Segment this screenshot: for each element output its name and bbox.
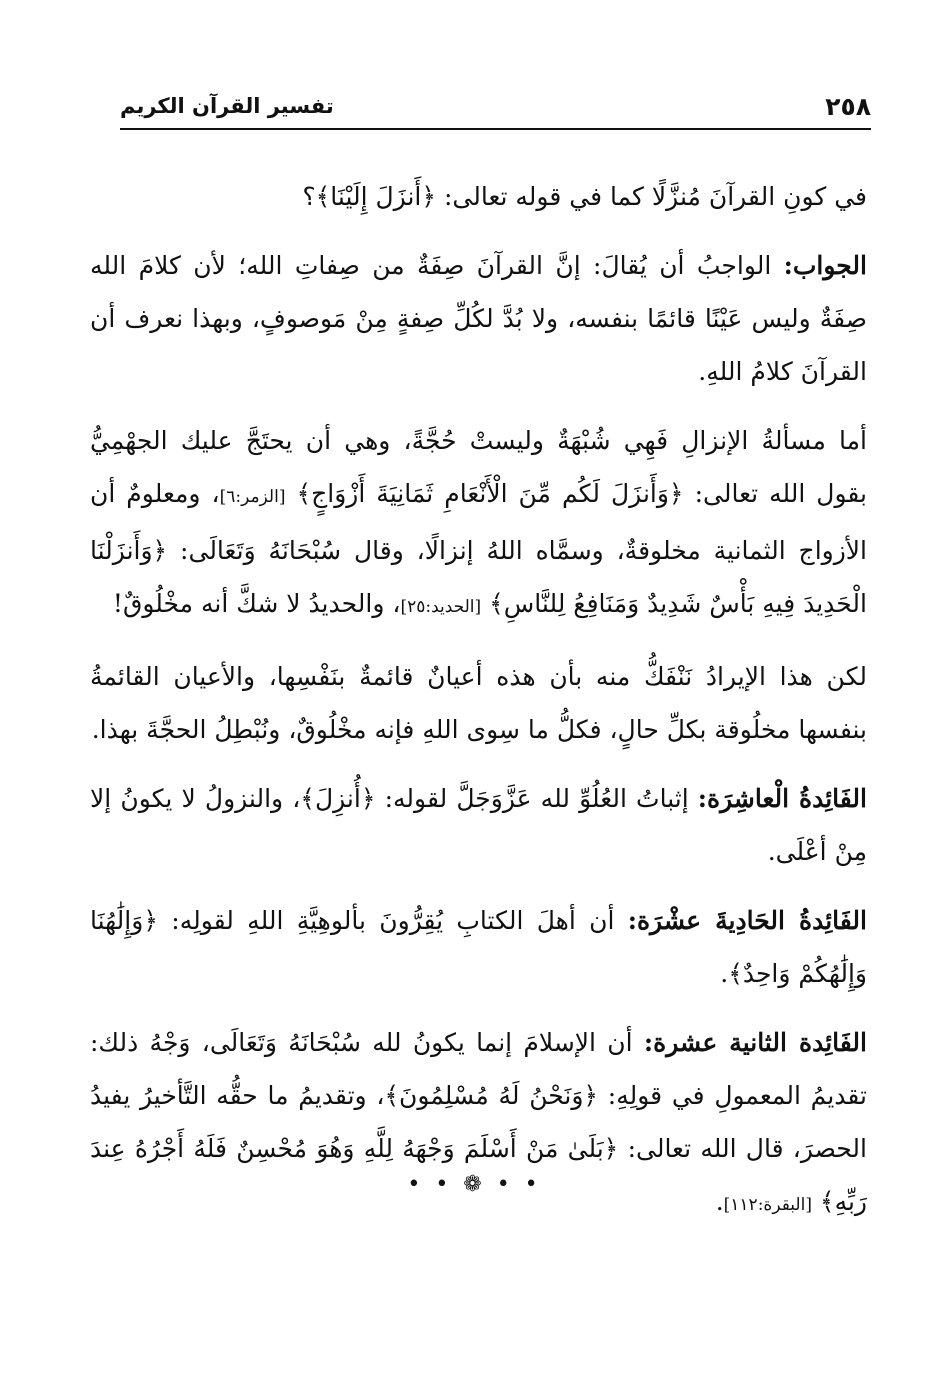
citation: [الزمر:٦] [219, 487, 286, 507]
paragraph-text: ، ومعلومٌ أن الأزواج الثمانية مخلوقةٌ، وسمَّاه اللهُ إنزالًا، وقال سُبْحَانَهُ وَتَعَالَى: ﴿وَأَنزَلْنَا الْحَدِيدَ فِيهِ بَأْسٌ شَدِيدٌ وَمَنَافِعُ لِلنَّاسِ﴾ [90, 479, 867, 618]
header-divider [120, 128, 871, 130]
section-end-ornament: • • ❁ • • [407, 1172, 542, 1197]
paragraph-lead: الفَائِدةُ الْعاشِرَة: [697, 784, 867, 813]
paragraph-4 [90, 650, 867, 756]
paragraph-7 [90, 1016, 867, 1232]
paragraph-5 [90, 772, 867, 878]
paragraph-text: . [715, 1187, 724, 1216]
paragraph-text: ، والحديدُ لا شكَّ أنه مخْلُوقٌ! [112, 589, 401, 618]
paragraph-text: أن أهلَ الكتابِ يُقِرُّونَ بألوهِيَّةِ اللهِ لقولِه: ﴿وَإِلَٰهُنَا وَإِلَٰهُكُمْ وَاحِدٌ﴾. [90, 906, 867, 988]
paragraph-3 [90, 414, 867, 634]
citation: [البقرة:١١٢] [723, 1195, 812, 1215]
paragraph-lead: الفَائِدةُ الحَادِيةَ عشْرَة: [627, 906, 867, 935]
paragraph-2 [90, 239, 867, 398]
paragraph-lead: الفَائِدة الثانية عشرة: [643, 1028, 867, 1057]
running-header [120, 92, 871, 132]
body-text [90, 170, 867, 1248]
paragraph-text: أما مسألةُ الإنزالِ فَهِي شُبْهَةٌ وليستْ حُجَّةً، وهي أن يحتَجَّ عليك الجهْمِيُّ بقول الله تعالى: ﴿وَأَنزَلَ لَكُم مِّنَ الْأَنْعَامِ ثَمَانِيَةَ أَزْوَاجٍ﴾ [90, 426, 868, 508]
paragraph-1 [90, 170, 867, 223]
citation: [الحديد:٢٥] [400, 597, 482, 617]
paragraph-text: في كونِ القرآنَ مُنزَّلًا كما في قوله تعالى: ﴿أَنزَلَ إِلَيْنَا﴾؟ [302, 182, 867, 211]
paragraph-text: لكن هذا الإيرادُ نَنْفَكُّ منه بأن هذه أعيانٌ قائمةٌ بنَفْسِها، والأعيان القائمةُ بنفسها مخلُوقة بكلِّ حالٍ، فكلُّ ما سِوى اللهِ فإنه مخْلُوقٌ، ونُبْطِلُ الحجَّةَ بهذا. [90, 662, 867, 744]
paragraph-text: إثباتُ العُلُوِّ لله عَزَّوَجَلَّ لقوله: ﴿أُنزِلَ﴾، والنزولُ لا يكونُ إلا مِنْ أعْلَى. [90, 784, 867, 866]
paragraph-text: الواجبُ أن يُقالَ: إنَّ القرآنَ صِفَةٌ من صِفاتِ الله؛ لأن كلامَ الله صِفَةٌ وليس عَيْنًا قائمًا بنفسه، ولا بُدَّ لكُلِّ صِفةٍ مِنْ مَوصوفٍ، وبهذا نعرف أن القرآنَ كلامُ اللهِ. [90, 251, 867, 386]
paragraph-lead: الجواب: [783, 251, 867, 280]
paragraph-text: أن الإسلامَ إنما يكونُ لله سُبْحَانَهُ وَتَعَالَى، وَجْهُ ذلك: تقديمُ المعمولِ في قولِهِ: ﴿وَنَحْنُ لَهُ مُسْلِمُونَ﴾، وتقديمُ ما حقُّه التَّأخيرُ يفيدُ الحصرَ، قال الله تعالى: ﴿بَلَىٰ مَنْ أَسْلَمَ وَجْهَهُ لِلَّهِ وَهُوَ مُحْسِنٌ فَلَهُ أَجْرُهُ عِندَ رَبِّهِ﴾ [90, 1028, 867, 1216]
book-title: تفسير القرآن الكريم [120, 94, 334, 118]
paragraph-6 [90, 894, 867, 1000]
page-number: ٢٥٨ [825, 92, 871, 121]
